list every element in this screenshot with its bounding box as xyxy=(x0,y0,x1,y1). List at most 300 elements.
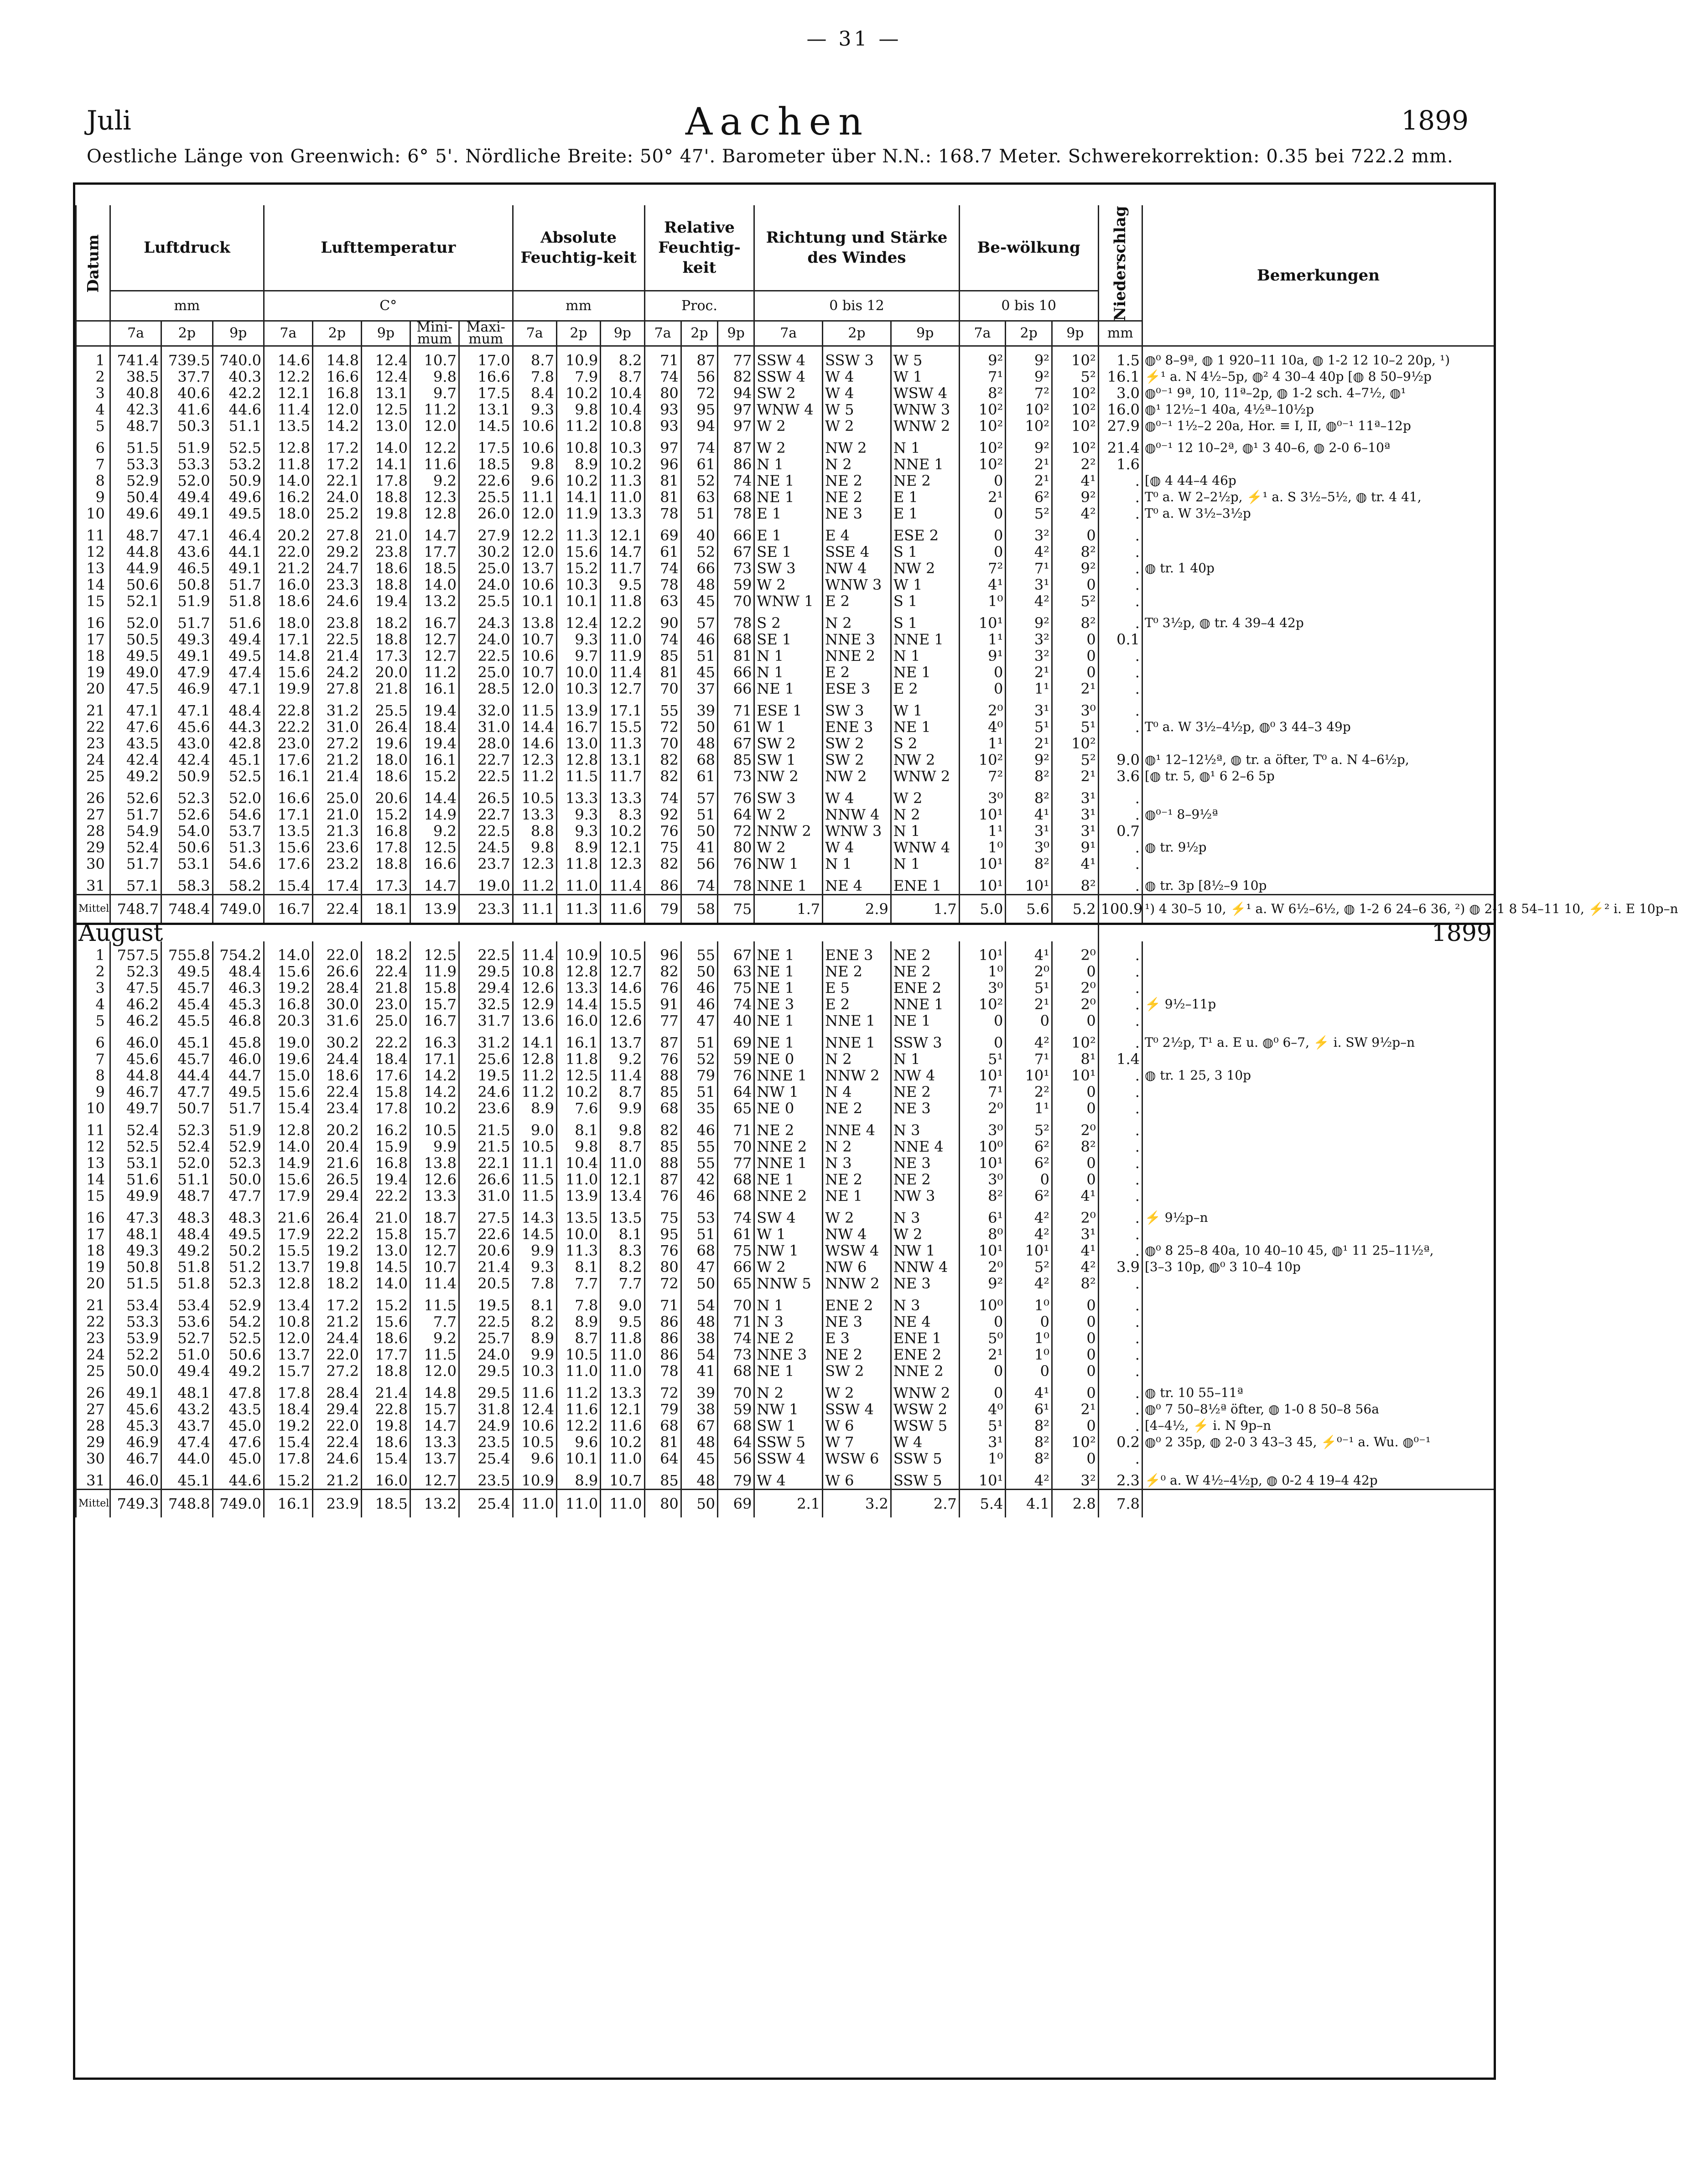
value-cell: 66 xyxy=(718,680,754,697)
value-cell: 6² xyxy=(1006,1138,1052,1155)
value-cell: 78 xyxy=(644,1363,681,1379)
table-row xyxy=(76,1401,1494,1418)
value-cell: 52.1 xyxy=(110,593,161,609)
value-cell: SW 4 xyxy=(754,1204,823,1226)
value-cell: 26.0 xyxy=(459,505,513,522)
value-cell: 50.0 xyxy=(213,1171,264,1188)
value-cell: 9.3 xyxy=(513,401,556,418)
value-cell: . xyxy=(1098,1314,1142,1330)
value-cell: 15.6 xyxy=(264,1084,312,1100)
value-cell: 26.6 xyxy=(312,963,361,980)
value-cell: 18.6 xyxy=(312,1067,361,1084)
value-cell: 17.1 xyxy=(410,1051,459,1067)
value-cell: 76 xyxy=(644,1188,681,1204)
value-cell: 42.2 xyxy=(213,385,264,401)
value-cell: 29.5 xyxy=(459,963,513,980)
value-cell: 8² xyxy=(1006,1418,1052,1434)
value-cell: S 1 xyxy=(891,609,959,631)
value-cell: 51.8 xyxy=(213,593,264,609)
day-cell: 31 xyxy=(76,872,110,895)
value-cell: . xyxy=(1098,719,1142,735)
value-cell: E 2 xyxy=(823,593,891,609)
value-cell: 10.6 xyxy=(513,648,556,664)
value-cell: 47.1 xyxy=(213,680,264,697)
day-cell: 2 xyxy=(76,963,110,980)
remark-cell: ◍⁰⁻¹ 12 10–2ª, ◍¹ 3 40–6, ◍ 2-0 6–10ª xyxy=(1142,434,1494,456)
value-cell: 12.9 xyxy=(513,996,556,1013)
value-cell: 53.4 xyxy=(110,1292,161,1314)
value-cell: 47.4 xyxy=(161,1434,213,1450)
value-cell: . xyxy=(1098,648,1142,664)
value-cell: 0.7 xyxy=(1098,823,1142,839)
value-cell: 8.1 xyxy=(513,1292,556,1314)
value-cell: 8⁰ xyxy=(959,1226,1006,1242)
value-cell: 17.8 xyxy=(361,839,410,856)
value-cell: 13.9 xyxy=(556,697,600,719)
value-cell: 0 xyxy=(1052,1314,1099,1330)
value-cell: 67 xyxy=(681,1418,717,1434)
value-cell: 2⁰ xyxy=(1052,980,1099,996)
value-cell: 8.9 xyxy=(556,839,600,856)
value-cell: W 4 xyxy=(754,1467,823,1490)
value-cell: NW 3 xyxy=(891,1188,959,1204)
value-cell: 53.1 xyxy=(110,1155,161,1171)
value-cell: 25.4 xyxy=(459,1450,513,1467)
value-cell: NW 1 xyxy=(754,856,823,872)
value-cell: 67 xyxy=(718,544,754,560)
station-info: Oestliche Länge von Greenwich: 6° 5'. Nördliche Breite: 50° 47'. Barometer über N.N.: 168.7 Meter. Schwerekorrektion: 0.35 bei 722.2 mm. xyxy=(87,146,1454,167)
value-cell: . xyxy=(1098,664,1142,680)
value-cell: NNE 2 xyxy=(754,1138,823,1155)
value-cell: . xyxy=(1098,941,1142,963)
value-cell: NW 2 xyxy=(891,560,959,577)
value-cell: 3⁰ xyxy=(959,784,1006,806)
value-cell: . xyxy=(1098,680,1142,697)
value-cell: 10¹ xyxy=(959,609,1006,631)
table-row xyxy=(76,1067,1494,1084)
table-row xyxy=(76,680,1494,697)
value-cell: ENE 3 xyxy=(823,941,891,963)
value-cell: 11.4 xyxy=(410,1275,459,1292)
value-cell: 17.8 xyxy=(361,1100,410,1117)
value-cell: N 3 xyxy=(891,1204,959,1226)
day-cell: 7 xyxy=(76,456,110,473)
value-cell: 22.4 xyxy=(361,963,410,980)
value-cell: 0 xyxy=(1052,522,1099,544)
value-cell: 42.3 xyxy=(110,401,161,418)
remark-cell: T⁰ 3½p, ◍ tr. 4 39–4 42p xyxy=(1142,609,1494,631)
value-cell: . xyxy=(1098,1204,1142,1226)
value-cell: 0 xyxy=(1006,1363,1052,1379)
remark-cell: ⚡¹ a. N 4½–5p, ◍² 4 30–4 40p [◍ 8 50–9½p xyxy=(1142,369,1494,385)
value-cell: 7² xyxy=(959,768,1006,784)
value-cell: 0 xyxy=(1052,963,1099,980)
value-cell: 77 xyxy=(718,1155,754,1171)
value-cell: 0 xyxy=(959,522,1006,544)
value-cell: 16.1 xyxy=(410,680,459,697)
value-cell: 52.5 xyxy=(110,1138,161,1155)
remark-cell xyxy=(1142,1330,1494,1346)
value-cell: 18.8 xyxy=(361,1363,410,1379)
value-cell: 27.8 xyxy=(312,522,361,544)
value-cell: 12.7 xyxy=(410,631,459,648)
value-cell: 10¹ xyxy=(959,856,1006,872)
value-cell: NE 1 xyxy=(754,489,823,505)
value-cell: 9.9 xyxy=(410,1138,459,1155)
value-cell: 86 xyxy=(718,456,754,473)
value-cell: 12.1 xyxy=(264,385,312,401)
value-cell: 11.3 xyxy=(601,735,644,752)
mean-cell: 2.9 xyxy=(823,895,891,924)
value-cell: . xyxy=(1098,980,1142,996)
value-cell: NNW 2 xyxy=(754,823,823,839)
value-cell: 25.5 xyxy=(459,593,513,609)
value-cell: 15.8 xyxy=(410,980,459,996)
value-cell: 22.7 xyxy=(459,806,513,823)
value-cell: 17.5 xyxy=(459,434,513,456)
value-cell: 46 xyxy=(681,1188,717,1204)
value-cell: 51.1 xyxy=(161,1171,213,1188)
value-cell: 3¹ xyxy=(1006,823,1052,839)
value-cell: 46.7 xyxy=(110,1084,161,1100)
value-cell: 85 xyxy=(644,1467,681,1490)
day-cell: 14 xyxy=(76,577,110,593)
value-cell: 3¹ xyxy=(1052,1226,1099,1242)
value-cell: 53.3 xyxy=(110,456,161,473)
value-cell: 9¹ xyxy=(1052,839,1099,856)
value-cell: 10.4 xyxy=(556,1155,600,1171)
value-cell: W 2 xyxy=(754,1259,823,1275)
remark-cell xyxy=(1142,1171,1494,1188)
value-cell: 56 xyxy=(681,369,717,385)
value-cell: 12.2 xyxy=(513,522,556,544)
day-cell: 4 xyxy=(76,401,110,418)
value-cell: W 2 xyxy=(754,806,823,823)
value-cell: 53.4 xyxy=(161,1292,213,1314)
value-cell: 12.1 xyxy=(601,1401,644,1418)
day-cell: 10 xyxy=(76,505,110,522)
value-cell: 49.6 xyxy=(213,489,264,505)
value-cell: 11.8 xyxy=(556,856,600,872)
value-cell: 45.3 xyxy=(213,996,264,1013)
value-cell: 8.7 xyxy=(513,346,556,369)
value-cell: 17.2 xyxy=(312,1292,361,1314)
value-cell: 2¹ xyxy=(959,489,1006,505)
remark-cell: ◍¹ 12–12½ª, ◍ tr. a öfter, T⁰ a. N 4–6½p, xyxy=(1142,752,1494,768)
value-cell: 15.7 xyxy=(410,1226,459,1242)
day-cell: 15 xyxy=(76,593,110,609)
value-cell: 72 xyxy=(644,719,681,735)
value-cell: 75 xyxy=(718,980,754,996)
value-cell: 94 xyxy=(681,418,717,434)
table-row xyxy=(76,1117,1494,1138)
value-cell: 71 xyxy=(718,1117,754,1138)
value-cell: SW 2 xyxy=(754,385,823,401)
value-cell: 82 xyxy=(644,752,681,768)
value-cell: 16.0 xyxy=(361,1467,410,1490)
value-cell: 14.8 xyxy=(410,1379,459,1401)
value-cell: 1.4 xyxy=(1098,1051,1142,1067)
value-cell: 8² xyxy=(1052,1275,1099,1292)
value-cell: 9.8 xyxy=(513,839,556,856)
value-cell: WNW 3 xyxy=(823,823,891,839)
value-cell: 49.1 xyxy=(161,648,213,664)
day-cell: 8 xyxy=(76,473,110,489)
value-cell: 7.7 xyxy=(410,1314,459,1330)
value-cell: 10² xyxy=(959,456,1006,473)
value-cell: 4⁰ xyxy=(959,719,1006,735)
value-cell: 54 xyxy=(681,1292,717,1314)
mean-cell: ¹) 4 30–5 10, ⚡¹ a. W 6½–6½, ◍ 1-2 6 24–6 36, ²) ◍ 2-1 8 54–11 10, ⚡² i. E 10p–n xyxy=(1142,895,1494,924)
value-cell: 21.2 xyxy=(312,752,361,768)
value-cell: 49.5 xyxy=(213,1084,264,1100)
value-cell: 0 xyxy=(1052,1450,1099,1467)
value-cell: 12.0 xyxy=(513,505,556,522)
value-cell: 10.5 xyxy=(410,1117,459,1138)
value-cell: 3.6 xyxy=(1098,768,1142,784)
value-cell: 9.7 xyxy=(410,385,459,401)
value-cell: 51.9 xyxy=(161,434,213,456)
value-cell: NE 2 xyxy=(754,1330,823,1346)
value-cell: 17.3 xyxy=(361,872,410,895)
value-cell: . xyxy=(1098,697,1142,719)
value-cell: NNE 2 xyxy=(823,648,891,664)
mean-cell: 16.1 xyxy=(264,1490,312,1518)
value-cell: 88 xyxy=(644,1155,681,1171)
unit-abs: mm xyxy=(513,291,644,321)
value-cell: 50 xyxy=(681,719,717,735)
value-cell: 7¹ xyxy=(959,1084,1006,1100)
value-cell: 2⁰ xyxy=(959,697,1006,719)
day-cell: 24 xyxy=(76,1346,110,1363)
value-cell: 4² xyxy=(1052,505,1099,522)
table-row xyxy=(76,456,1494,473)
value-cell: 9² xyxy=(1006,752,1052,768)
value-cell: 8.4 xyxy=(513,385,556,401)
value-cell: 55 xyxy=(644,697,681,719)
value-cell: 97 xyxy=(718,418,754,434)
value-cell: SE 1 xyxy=(754,544,823,560)
value-cell: . xyxy=(1098,1117,1142,1138)
value-cell: 11.3 xyxy=(556,1242,600,1259)
value-cell: 12.7 xyxy=(601,680,644,697)
value-cell: N 3 xyxy=(891,1292,959,1314)
value-cell: WNW 3 xyxy=(891,401,959,418)
value-cell: 25.2 xyxy=(312,505,361,522)
header-july xyxy=(87,91,1469,144)
value-cell: 78 xyxy=(718,505,754,522)
value-cell: 71 xyxy=(644,346,681,369)
value-cell: 12.8 xyxy=(264,434,312,456)
value-cell: 31.2 xyxy=(312,697,361,719)
table-row xyxy=(76,505,1494,522)
value-cell: 3² xyxy=(1006,522,1052,544)
value-cell: 49.5 xyxy=(110,648,161,664)
value-cell: 10.3 xyxy=(556,577,600,593)
value-cell: . xyxy=(1098,577,1142,593)
value-cell: NNE 1 xyxy=(891,996,959,1013)
table-row xyxy=(76,856,1494,872)
col-9p: 9p xyxy=(891,321,959,346)
value-cell: . xyxy=(1098,560,1142,577)
value-cell: 66 xyxy=(718,522,754,544)
day-cell: 21 xyxy=(76,1292,110,1314)
value-cell: NNW 4 xyxy=(891,1259,959,1275)
header-luftdruck: Luftdruck xyxy=(110,205,264,291)
value-cell: 16.8 xyxy=(312,385,361,401)
value-cell: 12.8 xyxy=(410,505,459,522)
value-cell: 10.3 xyxy=(513,1363,556,1379)
value-cell: . xyxy=(1098,473,1142,489)
value-cell: 9.6 xyxy=(556,1434,600,1450)
day-cell: 19 xyxy=(76,664,110,680)
value-cell: 12.8 xyxy=(264,1275,312,1292)
value-cell: 70 xyxy=(718,593,754,609)
value-cell: SW 2 xyxy=(823,735,891,752)
value-cell: 97 xyxy=(644,434,681,456)
value-cell: 10.4 xyxy=(601,401,644,418)
value-cell: 3¹ xyxy=(1006,697,1052,719)
value-cell: 48 xyxy=(681,577,717,593)
value-cell: 92 xyxy=(644,806,681,823)
value-cell: E 2 xyxy=(823,664,891,680)
value-cell: 12.0 xyxy=(410,1363,459,1379)
value-cell: 70 xyxy=(718,1292,754,1314)
remark-cell xyxy=(1142,456,1494,473)
value-cell: 51.9 xyxy=(213,1117,264,1138)
value-cell: 2² xyxy=(1052,456,1099,473)
col-7a: 7a xyxy=(959,321,1006,346)
value-cell: NNE 1 xyxy=(754,872,823,895)
value-cell: 20.6 xyxy=(459,1242,513,1259)
remark-cell xyxy=(1142,1346,1494,1363)
value-cell: 4¹ xyxy=(1006,941,1052,963)
value-cell: W 1 xyxy=(891,369,959,385)
day-cell: 27 xyxy=(76,1401,110,1418)
table-row xyxy=(76,385,1494,401)
mean-cell: 11.0 xyxy=(601,1490,644,1518)
value-cell: 53.3 xyxy=(161,456,213,473)
value-cell: 49.7 xyxy=(110,1100,161,1117)
value-cell: 30.0 xyxy=(312,996,361,1013)
value-cell: 49.3 xyxy=(110,1242,161,1259)
value-cell: 85 xyxy=(644,648,681,664)
value-cell: 32.0 xyxy=(459,697,513,719)
day-cell: 9 xyxy=(76,489,110,505)
value-cell: 12.0 xyxy=(264,1330,312,1346)
value-cell: NE 3 xyxy=(891,1100,959,1117)
table-row xyxy=(76,401,1494,418)
mean-cell: 11.0 xyxy=(556,1490,600,1518)
table-row xyxy=(76,1051,1494,1067)
value-cell: 68 xyxy=(718,1418,754,1434)
value-cell: 15.6 xyxy=(556,544,600,560)
value-cell: 14.0 xyxy=(264,1138,312,1155)
value-cell: 51.2 xyxy=(213,1259,264,1275)
value-cell: 739.5 xyxy=(161,346,213,369)
day-cell: 14 xyxy=(76,1171,110,1188)
value-cell: 10.6 xyxy=(513,1418,556,1434)
value-cell: 74 xyxy=(718,996,754,1013)
col-2p: 2p xyxy=(823,321,891,346)
value-cell: 37.7 xyxy=(161,369,213,385)
table-row xyxy=(76,1418,1494,1434)
value-cell: . xyxy=(1098,1171,1142,1188)
value-cell: 58.3 xyxy=(161,872,213,895)
value-cell: 45.6 xyxy=(110,1051,161,1067)
value-cell: E 2 xyxy=(823,996,891,1013)
header-abs-feucht: Absolute Feuchtig-keit xyxy=(513,205,644,291)
value-cell: 16.7 xyxy=(556,719,600,735)
value-cell: . xyxy=(1098,1013,1142,1029)
value-cell: 68 xyxy=(718,1188,754,1204)
remark-cell: ⚡ 9½–11p xyxy=(1142,996,1494,1013)
value-cell: 7¹ xyxy=(1006,560,1052,577)
day-cell: 22 xyxy=(76,1314,110,1330)
value-cell: 56 xyxy=(718,1450,754,1467)
value-cell: 95 xyxy=(644,1226,681,1242)
value-cell: 9¹ xyxy=(959,648,1006,664)
value-cell: 13.2 xyxy=(410,593,459,609)
value-cell: 19.4 xyxy=(361,1171,410,1188)
value-cell: 0 xyxy=(1052,631,1099,648)
value-cell: 12.7 xyxy=(410,648,459,664)
value-cell: 82 xyxy=(644,963,681,980)
value-cell: 11.5 xyxy=(513,1188,556,1204)
value-cell: 64 xyxy=(718,806,754,823)
value-cell: 11.8 xyxy=(601,1330,644,1346)
value-cell: 24.6 xyxy=(459,1084,513,1100)
value-cell: 14.8 xyxy=(312,346,361,369)
value-cell: 18.6 xyxy=(264,593,312,609)
value-cell: 52.0 xyxy=(213,784,264,806)
value-cell: 10.7 xyxy=(513,664,556,680)
value-cell: 19.4 xyxy=(410,697,459,719)
value-cell: 10¹ xyxy=(1006,1242,1052,1259)
value-cell: 18.7 xyxy=(410,1204,459,1226)
value-cell: 7.9 xyxy=(556,369,600,385)
value-cell: 21.2 xyxy=(312,1467,361,1490)
value-cell: 12.5 xyxy=(556,1067,600,1084)
value-cell: 48.3 xyxy=(161,1204,213,1226)
table-row xyxy=(76,1292,1494,1314)
table-row xyxy=(76,1204,1494,1226)
value-cell: 1⁰ xyxy=(959,593,1006,609)
value-cell: 61 xyxy=(718,1226,754,1242)
value-cell: 10² xyxy=(1052,735,1099,752)
value-cell: SW 2 xyxy=(823,752,891,768)
value-cell: 23.8 xyxy=(312,609,361,631)
value-cell: 10¹ xyxy=(1006,872,1052,895)
value-cell: NE 2 xyxy=(823,963,891,980)
col-9p: 9p xyxy=(718,321,754,346)
value-cell: 82 xyxy=(718,369,754,385)
value-cell: 85 xyxy=(644,1084,681,1100)
value-cell: 45 xyxy=(681,664,717,680)
mean-cell: 18.1 xyxy=(361,895,410,924)
value-cell: 81 xyxy=(644,489,681,505)
mean-cell: 5.2 xyxy=(1052,895,1099,924)
table-row xyxy=(76,522,1494,544)
value-cell: 14.4 xyxy=(513,719,556,735)
value-cell: 5² xyxy=(1052,369,1099,385)
value-cell: 42.8 xyxy=(213,735,264,752)
value-cell: 49.9 xyxy=(110,1188,161,1204)
remark-cell xyxy=(1142,1084,1494,1100)
value-cell: W 6 xyxy=(823,1467,891,1490)
value-cell: 82 xyxy=(644,768,681,784)
mean-cell: 749.0 xyxy=(213,895,264,924)
